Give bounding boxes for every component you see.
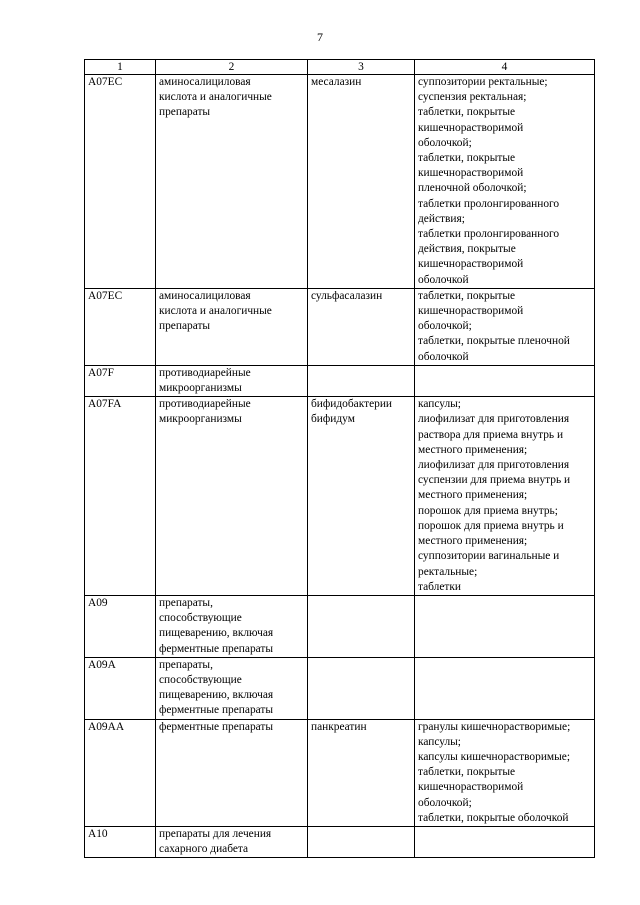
cell-text-line: A10 [88, 827, 108, 840]
code-cell [85, 365, 156, 396]
forms-cell [415, 397, 595, 596]
cell-text-line: оболочкой [418, 273, 469, 286]
cell-text-line: противодиарейные [159, 398, 251, 411]
cell-text-line: сульфасалазин [311, 289, 383, 302]
cell-text-line: препараты [159, 106, 211, 119]
cell-text-line: таблетки, покрытые пленочной [418, 335, 570, 348]
cell-text-line: A07EC [88, 76, 123, 88]
cell-text-line: таблетки пролонгированного [418, 228, 560, 241]
cell-text-line: микроорганизмы [159, 413, 242, 426]
code-cell [85, 75, 156, 289]
cell-text-line: препараты для лечения [159, 827, 272, 840]
forms-cell [415, 365, 595, 396]
cell-text-line: действия; [418, 212, 465, 225]
cell-text-line: капсулы; [418, 398, 461, 411]
cell-text-line: гранулы кишечнорастворимые; [418, 720, 571, 733]
group-cell [156, 719, 308, 826]
cell-text-line: противодиарейные [159, 366, 251, 379]
cell-text-line: A09AA [88, 720, 125, 733]
drug-cell [308, 365, 415, 396]
group-cell [156, 595, 308, 657]
cell-text-line: способствующие [159, 612, 242, 625]
cell-text-line: пленочной оболочкой; [418, 182, 527, 195]
cell-text-line: лиофилизат для приготовления [418, 459, 570, 472]
cell-text-line: местного применения; [418, 535, 528, 548]
code-cell [85, 826, 156, 857]
cell-text-line: кишечнорастворимой [418, 167, 524, 180]
cell-text-line: действия, покрытые [418, 243, 516, 256]
cell-text-line: кислота и аналогичные [159, 91, 272, 104]
drug-cell [308, 657, 415, 719]
table-row [85, 595, 595, 657]
cell-text-line: препараты, [159, 596, 213, 609]
cell-text-line: таблетки [418, 580, 462, 593]
forms-cell [415, 826, 595, 857]
page-number: 7 [317, 30, 323, 44]
cell-text-line: микроорганизмы [159, 382, 242, 395]
group-cell [156, 657, 308, 719]
table-row [85, 826, 595, 857]
cell-text-line: таблетки, покрытые [418, 106, 516, 119]
table-row [85, 719, 595, 826]
cell-text-line: способствующие [159, 673, 242, 686]
forms-cell [415, 75, 595, 289]
forms-cell [415, 288, 595, 365]
group-cell [156, 397, 308, 596]
cell-text-line: ферментные препараты [159, 720, 274, 733]
cell-text-line: кишечнорастворимой [418, 305, 524, 318]
cell-text-line: суппозитории ректальные; [418, 76, 548, 88]
cell-text-line: капсулы; [418, 735, 461, 748]
cell-text-line: кишечнорастворимой [418, 121, 524, 134]
cell-text-line: сахарного диабета [159, 843, 249, 856]
cell-text-line: аминосалициловая [159, 76, 251, 88]
cell-text-line: кислота и аналогичные [159, 305, 272, 318]
cell-text-line: порошок для приема внутрь и [418, 519, 564, 532]
code-cell [85, 719, 156, 826]
cell-text-line: панкреатин [311, 720, 367, 733]
cell-text-line: ректальные; [418, 565, 478, 578]
cell-text-line: кишечнорастворимой [418, 258, 524, 271]
cell-text-line: раствора для приема внутрь и [418, 428, 564, 441]
cell-text-line: порошок для приема внутрь; [418, 504, 558, 517]
forms-cell [415, 719, 595, 826]
drug-cell [308, 826, 415, 857]
cell-text-line: оболочкой; [418, 136, 472, 149]
cell-text-line: таблетки, покрытые [418, 766, 516, 779]
cell-text-line: препараты [159, 320, 211, 333]
drug-cell [308, 75, 415, 289]
cell-text-line: капсулы кишечнорастворимые; [418, 750, 570, 763]
table-row [85, 75, 595, 289]
header-cell-1: 1 [85, 60, 156, 75]
cell-text-line: месалазин [311, 76, 362, 88]
cell-text-line: бифидобактерии [311, 398, 393, 411]
header-row [85, 60, 595, 75]
header-cell-3: 3 [308, 60, 415, 75]
cell-text-line: таблетки, покрытые оболочкой [418, 811, 569, 824]
code-cell [85, 288, 156, 365]
cell-text-line: препараты, [159, 658, 213, 671]
cell-text-line: оболочкой; [418, 796, 472, 809]
table-row [85, 288, 595, 365]
group-cell [156, 288, 308, 365]
cell-text-line: суспензия ректальная; [418, 91, 527, 104]
cell-text-line: суппозитории вагинальные и [418, 550, 560, 563]
cell-text-line: A07FA [88, 398, 122, 411]
cell-text-line: аминосалициловая [159, 289, 251, 302]
drug-cell [308, 288, 415, 365]
cell-text-line: ферментные препараты [159, 642, 274, 655]
code-cell [85, 657, 156, 719]
forms-cell [415, 595, 595, 657]
cell-text-line: суспензии для приема внутрь и [418, 474, 571, 487]
header-cell-4: 4 [415, 60, 595, 75]
table-row [85, 397, 595, 596]
drug-cell [308, 595, 415, 657]
cell-text-line: оболочкой; [418, 320, 472, 333]
drug-cell [308, 719, 415, 826]
cell-text-line: таблетки, покрытые [418, 152, 516, 165]
cell-text-line: A07F [88, 366, 114, 379]
cell-text-line: A09A [88, 658, 116, 671]
drug-table [84, 59, 595, 858]
cell-text-line: лиофилизат для приготовления [418, 413, 570, 426]
cell-text-line: кишечнорастворимой [418, 781, 524, 794]
cell-text-line: таблетки пролонгированного [418, 197, 560, 210]
cell-text-line: местного применения; [418, 443, 528, 456]
code-cell [85, 595, 156, 657]
code-cell [85, 397, 156, 596]
cell-text-line: ферментные препараты [159, 704, 274, 717]
forms-cell [415, 657, 595, 719]
table-row [85, 365, 595, 396]
cell-text-line: оболочкой [418, 350, 469, 363]
header-cell-2: 2 [156, 60, 308, 75]
cell-text-line: пищеварению, включая [159, 689, 274, 702]
drug-cell [308, 397, 415, 596]
cell-text-line: местного применения; [418, 489, 528, 502]
group-cell [156, 75, 308, 289]
cell-text-line: пищеварению, включая [159, 627, 274, 640]
cell-text-line: таблетки, покрытые [418, 289, 516, 302]
group-cell [156, 365, 308, 396]
group-cell [156, 826, 308, 857]
table-row [85, 657, 595, 719]
cell-text-line: A09 [88, 596, 108, 609]
cell-text-line: бифидум [311, 413, 355, 426]
cell-text-line: A07EC [88, 289, 123, 302]
